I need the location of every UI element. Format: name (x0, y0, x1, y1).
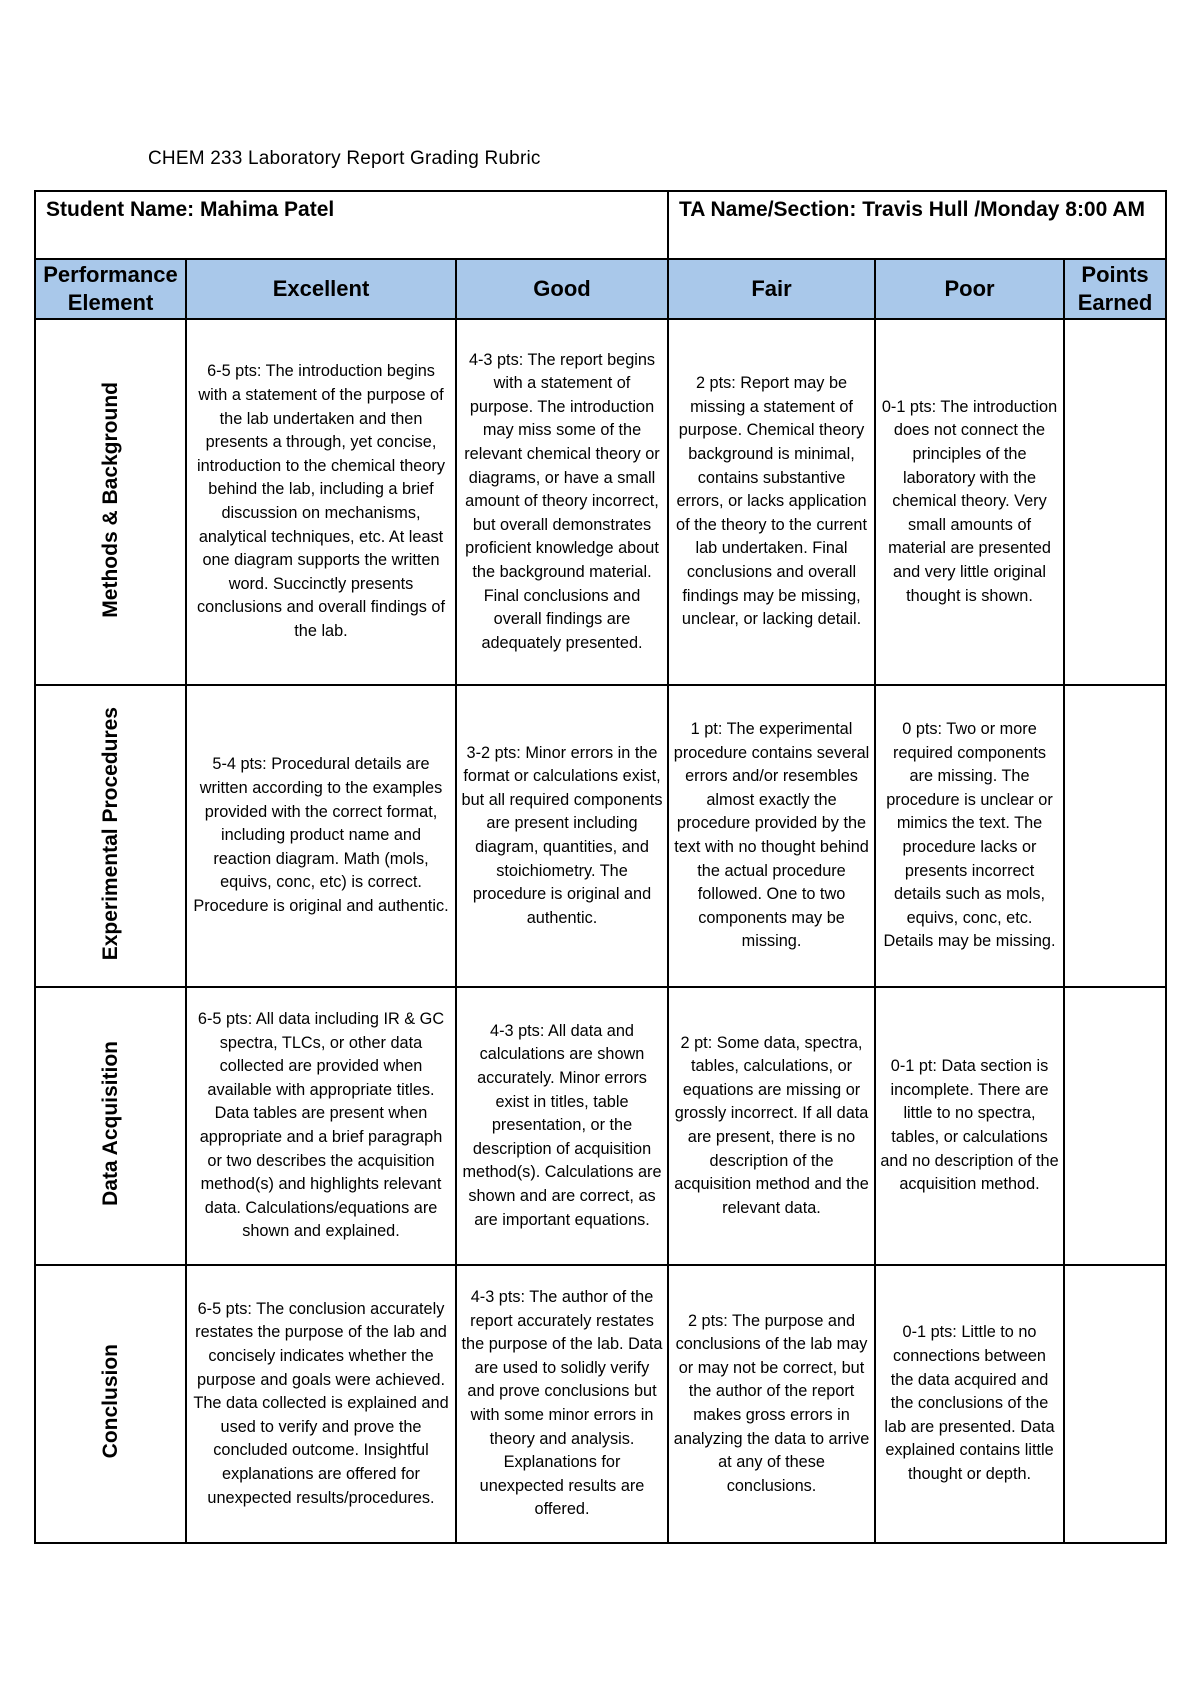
header-good: Good (456, 259, 668, 319)
element-label: Experimental Procedures (98, 706, 122, 961)
element-cell (35, 685, 186, 987)
fair-criteria: 2 pts: Report may be missing a statement of purpose. Chemical theory background is minimal, contains substantive errors, or lacks application of the theory to the current lab undertaken. Final conclusions and overall findings may be missing, unclear, or lacking detail. (668, 319, 875, 685)
points-earned-cell[interactable] (1064, 987, 1166, 1265)
points-earned-cell[interactable] (1064, 685, 1166, 987)
excellent-criteria: 5-4 pts: Procedural details are written according to the examples provided with the correct format, including product name and reaction diagram. Math (mols, equivs, conc, etc) is correct. Procedure is original and authentic. (186, 685, 456, 987)
rubric-row-conclusion (35, 1265, 1166, 1543)
fair-criteria: 2 pt: Some data, spectra, tables, calculations, or equations are missing or grossly incorrect. If all data are present, there is no description of the acquisition method and the relevant data. (668, 987, 875, 1265)
document-title: CHEM 233 Laboratory Report Grading Rubric (148, 148, 541, 169)
good-criteria: 4-3 pts: The author of the report accurately restates the purpose of the lab. Data are used to solidly verify and prove conclusions but with some minor errors in theory and analysis. Explanations for unexpected results are offered. (456, 1265, 668, 1543)
poor-criteria: 0-1 pts: Little to no connections between the data acquired and the conclusions of the lab are presented. Data explained contains little thought or depth. (875, 1265, 1064, 1543)
excellent-criteria: 6-5 pts: All data including IR & GC spectra, TLCs, or other data collected are provided when available with appropriate titles. Data tables are present when appropriate and a brief paragraph or two describes the acquisition method(s) and highlights relevant data. Calculations/equations are shown and explained. (186, 987, 456, 1265)
points-earned-cell[interactable] (1064, 319, 1166, 685)
element-cell (35, 1265, 186, 1543)
fair-criteria: 2 pts: The purpose and conclusions of the lab may or may not be correct, but the author of the report makes gross errors in analyzing the data to arrive at any of these conclusions. (668, 1265, 875, 1543)
rubric-row-methods-background (35, 319, 1166, 685)
element-label: Methods & Background (98, 381, 122, 618)
fair-criteria: 1 pt: The experimental procedure contains several errors and/or resembles almost exactly the procedure provided by the text with no thought behind the actual procedure followed. One to two components may be missing. (668, 685, 875, 987)
good-criteria: 4-3 pts: All data and calculations are shown accurately. Minor errors exist in titles, table presentation, or the description of acquisition method(s). Calculations are shown and are correct, as are important equations. (456, 987, 668, 1265)
element-label: Conclusion (98, 1344, 122, 1459)
info-row (35, 191, 1166, 259)
poor-criteria: 0 pts: Two or more required components are missing. The procedure is unclear or mimics the text. The procedure lacks or presents incorrect details such as mols, equivs, conc, etc. Details may be missing. (875, 685, 1064, 987)
ta-name-section: TA Name/Section: Travis Hull /Monday 8:00 AM (668, 191, 1166, 259)
poor-criteria: 0-1 pts: The introduction does not connect the principles of the laboratory with the chemical theory. Very small amounts of material are presented and very little original thought is shown. (875, 319, 1064, 685)
student-name: Student Name: Mahima Patel (35, 191, 668, 259)
points-earned-cell[interactable] (1064, 1265, 1166, 1543)
header-row (35, 259, 1166, 319)
element-cell (35, 987, 186, 1265)
element-label: Data Acquisition (98, 1041, 122, 1206)
excellent-criteria: 6-5 pts: The conclusion accurately restates the purpose of the lab and concisely indicates whether the purpose and goals were achieved. The data collected is explained and used to verify and prove the concluded outcome. Insightful explanations are offered for unexpected results/procedures. (186, 1265, 456, 1543)
header-points-earned: Points Earned (1064, 259, 1166, 319)
good-criteria: 3-2 pts: Minor errors in the format or calculations exist, but all required components are present including diagram, quantities, and stoichiometry. The procedure is original and authentic. (456, 685, 668, 987)
rubric-row-experimental-procedures (35, 685, 1166, 987)
element-cell (35, 319, 186, 685)
header-excellent: Excellent (186, 259, 456, 319)
header-performance-element: Performance Element (35, 259, 186, 319)
header-poor: Poor (875, 259, 1064, 319)
poor-criteria: 0-1 pt: Data section is incomplete. There are little to no spectra, tables, or calculations and no description of the acquisition method. (875, 987, 1064, 1265)
good-criteria: 4-3 pts: The report begins with a statement of purpose. The introduction may miss some of the relevant chemical theory or diagrams, or have a small amount of theory incorrect, but overall demonstrates proficient knowledge about the background material. Final conclusions and overall findings are adequately presented. (456, 319, 668, 685)
header-fair: Fair (668, 259, 875, 319)
excellent-criteria: 6-5 pts: The introduction begins with a statement of the purpose of the lab undertaken and then presents a through, yet concise, introduction to the chemical theory behind the lab, including a brief discussion on mechanisms, analytical techniques, etc. At least one diagram supports the written word. Succinctly presents conclusions and overall findings of the lab. (186, 319, 456, 685)
grading-rubric-table (34, 190, 1167, 1544)
rubric-row-data-acquisition (35, 987, 1166, 1265)
